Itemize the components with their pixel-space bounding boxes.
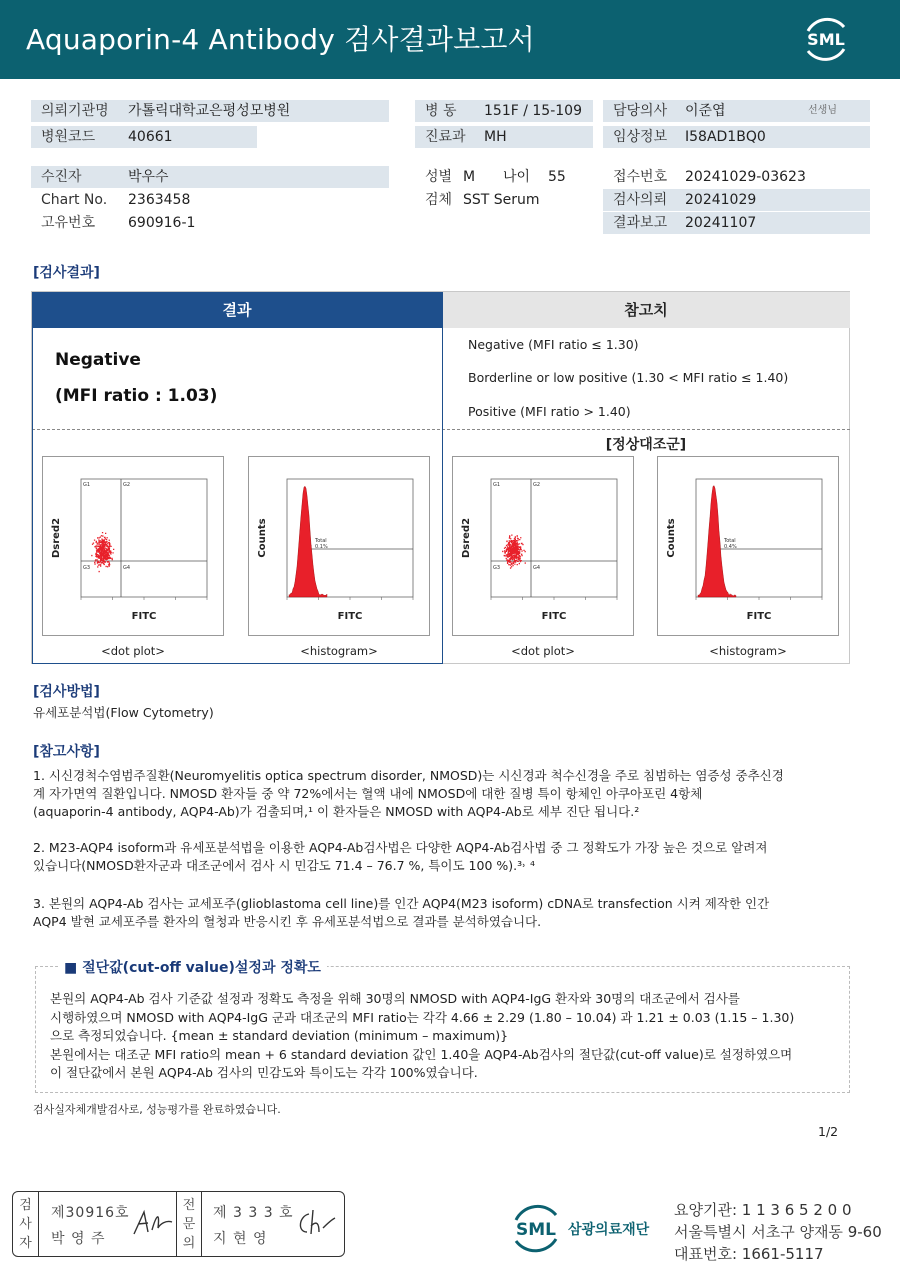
doctor-label: 담당의사 — [613, 103, 668, 119]
specialist-license: 제 3 3 3 호 — [213, 1205, 294, 1221]
quadrant-label: G4 — [533, 565, 541, 571]
request-row — [603, 189, 870, 211]
sex-age-row — [415, 166, 593, 188]
cutoff-line: 본원에서는 대조군 MFI ratio의 mean + 6 standard deviation 값인 1.40을 AQP4-Ab검사의 절단값(cut-off value)로 설정하였으며 — [50, 1047, 793, 1062]
quadrant-label: G1 — [493, 482, 501, 488]
method-text: 유세포분석법(Flow Cytometry) — [33, 705, 214, 720]
patient-dot-plot — [42, 456, 224, 636]
institution-value: 가톨릭대학교은평성모병원 — [128, 103, 291, 119]
signature-box — [12, 1191, 345, 1257]
gate-label: Total — [724, 538, 736, 544]
note-line: 있습니다(NMOSD환자군과 대조군에서 검사 시 민감도 71.4 – 76.7 %, 특이도 100 %).³˒ ⁴ — [33, 858, 535, 873]
clinical-label: 임상정보 — [613, 129, 668, 145]
chart-value: 2363458 — [128, 192, 191, 208]
request-label: 검사의뢰 — [613, 192, 668, 208]
patient-value: 박우수 — [128, 169, 169, 185]
y-axis-label: Counts — [257, 518, 268, 558]
note-line: 2. M23-AQP4 isoform과 유세포분석법을 이용한 AQP4-Ab검사법은 다양한 AQP4-Ab검사법 중 그 정확도가 가장 높은 것으로 알려져 — [33, 840, 768, 855]
control-dot-plot — [452, 456, 634, 636]
x-axis-label: FITC — [541, 611, 567, 622]
note-line: (aquaporin-4 antibody, AQP4-Ab)가 검출되며,¹ 이 환자들은 NMOSD with AQP4-Ab로 세부 진단 됩니다.² — [33, 804, 640, 819]
note-line: 1. 시신경척수염범주질환(Neuromyelitis optica spectrum disorder, NMOSD)는 시신경과 척수신경을 주로 침범하는 염증성 중추신경 — [33, 768, 784, 783]
y-axis-label: Dsred2 — [51, 517, 62, 559]
doctor-row — [603, 100, 870, 122]
department-row — [415, 126, 593, 148]
notes-heading: [참고사항] — [33, 744, 100, 760]
y-axis-label: Dsred2 — [461, 517, 472, 559]
hospital-code-value: 40661 — [128, 129, 173, 145]
svg-text:SML: SML — [516, 1220, 556, 1240]
specialist-label: 전 문 의 — [176, 1192, 202, 1256]
unique-row — [31, 212, 389, 234]
institution-row — [31, 100, 389, 122]
unique-label: 고유번호 — [41, 215, 96, 231]
plot-caption: <histogram> — [300, 644, 378, 658]
cutoff-line: 으로 측정되었습니다. {mean ± standard deviation (minimum – maximum)} — [50, 1028, 509, 1043]
sex-value: M — [463, 169, 476, 185]
hospital-code-label: 병원코드 — [41, 129, 96, 145]
note-line: AQP4 발현 교세포주를 환자의 혈청과 반응시킨 후 유세포분석법으로 결과를 분석하였습니다. — [33, 914, 542, 929]
quadrant-label: G3 — [83, 565, 91, 571]
ward-label: 병 동 — [425, 103, 457, 119]
quadrant-label: G2 — [533, 482, 541, 488]
dot-points — [502, 535, 526, 569]
specimen-row — [415, 189, 593, 211]
specimen-value: SST Serum — [463, 192, 540, 208]
control-title: [정상대조군] — [605, 437, 687, 453]
patient-row — [31, 166, 389, 188]
quadrant-label: G4 — [123, 565, 131, 571]
results-heading: [검사결과] — [33, 265, 100, 281]
request-value: 20241029 — [685, 192, 757, 208]
hospital-code-row — [31, 126, 257, 148]
report-date-value: 20241107 — [685, 215, 757, 231]
ward-value: 151F / 15-109 — [484, 103, 582, 119]
cutoff-title: ■ 절단값(cut-off value)설정과 정확도 — [58, 957, 327, 977]
institution-label: 의뢰기관명 — [41, 103, 109, 119]
examiner-name: 박 영 주 — [51, 1231, 106, 1247]
cutoff-line: 이 절단값에서 본원 AQP4-Ab 검사의 민감도와 특이도는 각각 100%였습니다. — [50, 1065, 478, 1080]
result-header: 결과 — [32, 292, 442, 328]
footer-address: 서울특별시 서초구 양재동 9-60 — [674, 1223, 882, 1241]
reference-header: 참고치 — [442, 292, 850, 328]
chart-label: Chart No. — [41, 192, 108, 208]
sml-logo-icon — [800, 13, 852, 65]
reference-positive: Positive (MFI ratio > 1.40) — [468, 404, 631, 419]
examiner-license: 제30916호 — [51, 1205, 130, 1221]
patient-histogram — [248, 456, 430, 636]
note-line: 3. 본원의 AQP4-Ab 검사는 교세포주(glioblastoma cell line)를 인간 AQP4(M23 isoform) cDNA로 transfection 시켜 제작한 인간 — [33, 896, 770, 911]
receipt-label: 접수번호 — [613, 169, 668, 185]
department-label: 진료과 — [425, 129, 466, 145]
mfi-value: (MFI ratio : 1.03) — [55, 386, 218, 406]
report-date-label: 결과보고 — [613, 215, 668, 231]
control-histogram — [657, 456, 839, 636]
report-header — [0, 0, 900, 79]
chart-row — [31, 189, 389, 211]
report-date-row — [603, 212, 870, 234]
cutoff-line: 시행하였으며 NMOSD with AQP4-IgG 군과 대조군의 MFI ratio는 각각 4.66 ± 2.29 (1.80 – 10.04) 과 1.21 ± 0.03 (1.15 – 1.30) — [50, 1010, 795, 1025]
patient-label: 수진자 — [41, 169, 82, 185]
x-axis-label: FITC — [746, 611, 772, 622]
footer-code: 요양기관: 1 1 3 6 5 2 0 0 — [674, 1201, 852, 1219]
cutoff-line: 본원의 AQP4-Ab 검사 기준값 설정과 정확도 측정을 위해 30명의 NMOSD with AQP4-IgG 환자와 30명의 대조군에서 검사를 — [50, 991, 740, 1006]
footer-org-name: 삼광의료재단 — [568, 1222, 650, 1238]
report-title: Aquaporin-4 Antibody 검사결과보고서 — [26, 23, 535, 56]
specialist-signature-icon — [295, 1206, 339, 1240]
method-heading: [검사방법] — [33, 684, 100, 700]
unique-value: 690916-1 — [128, 215, 196, 231]
gate-value: 0.1% — [315, 544, 328, 550]
specialist-name: 지 현 영 — [213, 1231, 268, 1247]
result-value: Negative — [55, 350, 141, 370]
note-line: 계 자가면역 질환입니다. NMOSD 환자들 중 약 72%에서는 혈액 내에 NMOSD에 대한 질병 특이 항체인 아쿠아포린 4항체 — [33, 786, 703, 801]
doctor-value: 이준엽 — [685, 103, 726, 119]
clinical-row — [603, 126, 870, 148]
plot-frame — [81, 479, 207, 597]
ward-row — [415, 100, 593, 122]
sml-footer-logo-icon — [508, 1200, 564, 1256]
quadrant-label: G1 — [83, 482, 91, 488]
plot-caption: <histogram> — [709, 644, 787, 658]
quadrant-label: G2 — [123, 482, 131, 488]
plot-caption: <dot plot> — [101, 644, 165, 658]
footer-phone: 대표번호: 1661-5117 — [674, 1245, 824, 1263]
receipt-value: 20241029-03623 — [685, 169, 806, 185]
reference-borderline: Borderline or low positive (1.30 < MFI ratio ≤ 1.40) — [468, 370, 789, 385]
plot-caption: <dot plot> — [511, 644, 575, 658]
reference-negative: Negative (MFI ratio ≤ 1.30) — [468, 337, 639, 352]
page-number: 1/2 — [818, 1124, 839, 1139]
quadrant-label: G3 — [493, 565, 501, 571]
sex-label: 성별 — [425, 169, 453, 185]
doctor-title: 선생님 — [808, 105, 837, 116]
age-label: 나이 — [503, 169, 531, 185]
x-axis-label: FITC — [131, 611, 157, 622]
footnote: 검사실자체개발검사로, 성능평가를 완료하였습니다. — [33, 1103, 281, 1116]
examiner-signature-icon — [130, 1206, 176, 1240]
specimen-label: 검체 — [425, 192, 453, 208]
x-axis-label: FITC — [337, 611, 363, 622]
y-axis-label: Counts — [666, 518, 677, 558]
gate-label: Total — [315, 538, 327, 544]
receipt-row — [603, 166, 870, 188]
examiner-label: 검 사 자 — [13, 1192, 39, 1256]
gate-value: 0.4% — [724, 544, 737, 550]
dot-points — [91, 532, 114, 572]
age-value: 55 — [548, 169, 566, 185]
svg-text:SML: SML — [807, 30, 845, 49]
clinical-value: I58AD1BQ0 — [685, 129, 766, 145]
department-value: MH — [484, 129, 507, 145]
